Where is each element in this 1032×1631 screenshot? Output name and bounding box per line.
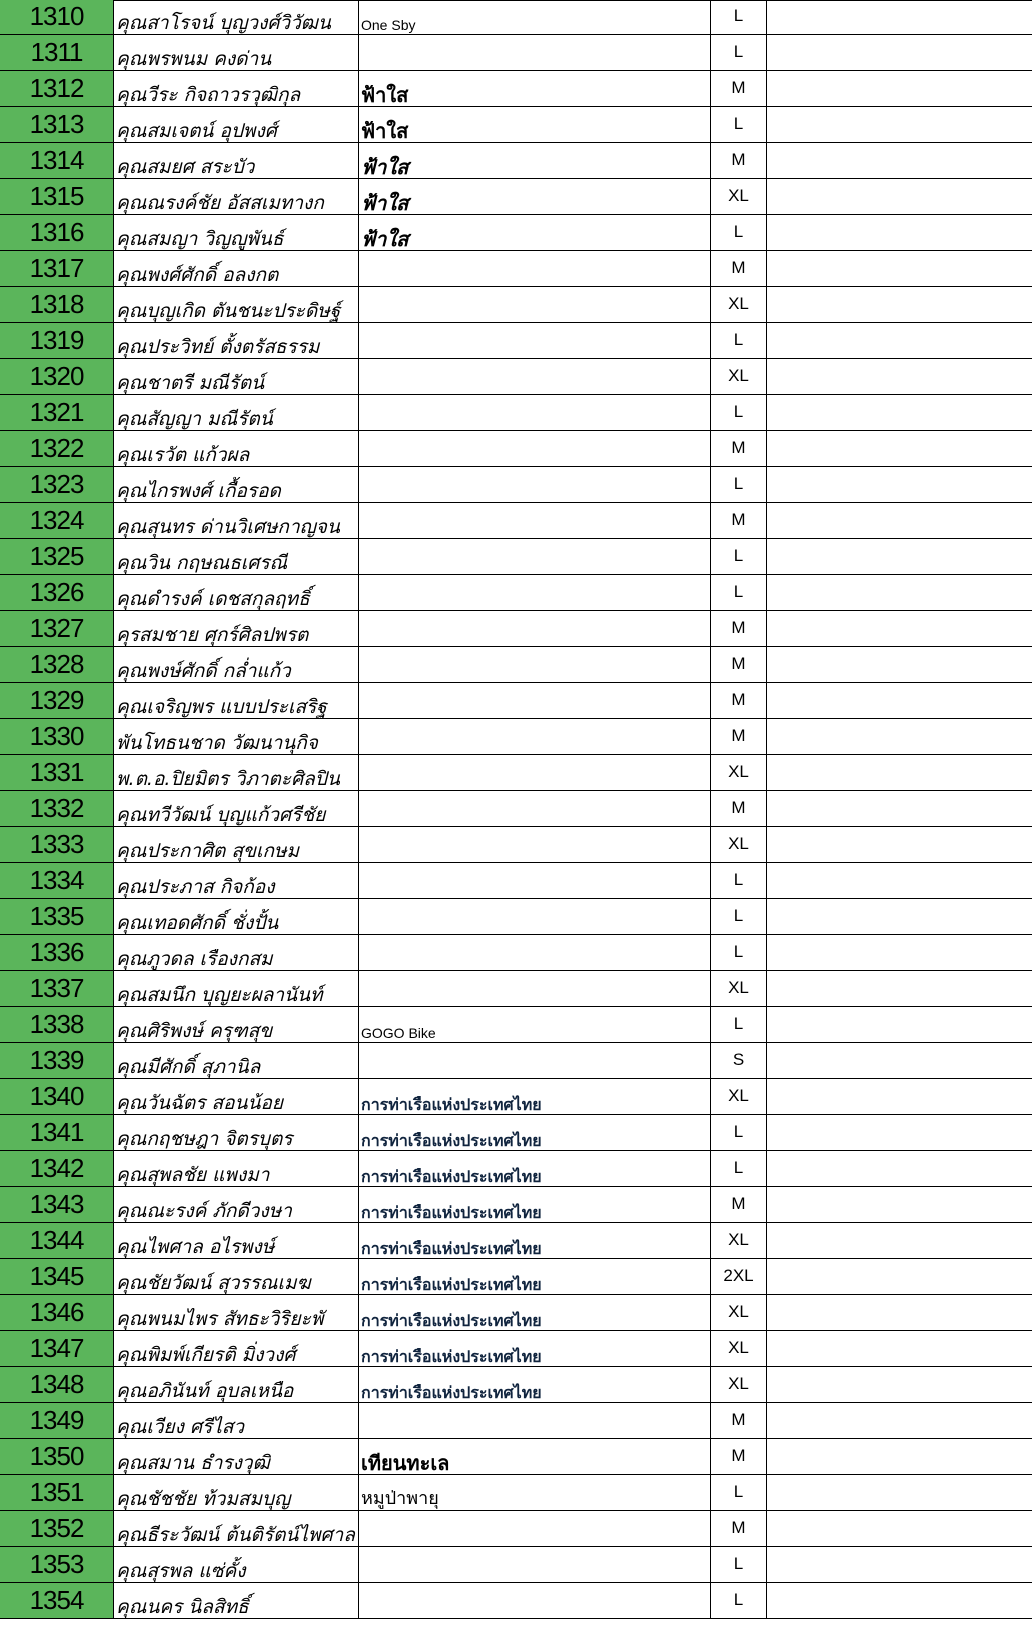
cell-number[interactable]: 1350: [0, 1439, 114, 1475]
cell-organization[interactable]: One Sby: [359, 0, 711, 35]
cell-name[interactable]: คุณวิน กฤษณธเศรณี: [114, 539, 359, 575]
cell-shirt-size[interactable]: M: [711, 71, 767, 107]
cell-empty[interactable]: [767, 1115, 1032, 1151]
cell-organization[interactable]: [359, 1547, 711, 1583]
cell-name[interactable]: คุณวีระ กิจถาวรวุฒิกุล: [114, 71, 359, 107]
cell-organization[interactable]: [359, 683, 711, 719]
cell-organization[interactable]: การท่าเรือแห่งประเทศไทย: [359, 1223, 711, 1259]
table-row: [0, 359, 1032, 395]
cell-number[interactable]: 1329: [0, 683, 114, 719]
cell-empty[interactable]: [767, 1439, 1032, 1475]
table-row: [0, 971, 1032, 1007]
cell-number[interactable]: 1334: [0, 863, 114, 899]
cell-number[interactable]: 1332: [0, 791, 114, 827]
cell-shirt-size[interactable]: M: [711, 251, 767, 287]
cell-shirt-size[interactable]: XL: [711, 1295, 767, 1331]
cell-empty[interactable]: [767, 1583, 1032, 1619]
cell-number[interactable]: 1344: [0, 1223, 114, 1259]
cell-empty[interactable]: [767, 539, 1032, 575]
table-row: [0, 575, 1032, 611]
cell-number[interactable]: 1351: [0, 1475, 114, 1511]
cell-number[interactable]: 1321: [0, 395, 114, 431]
cell-empty[interactable]: [767, 683, 1032, 719]
cell-organization[interactable]: [359, 647, 711, 683]
cell-number[interactable]: 1324: [0, 503, 114, 539]
cell-organization[interactable]: [359, 467, 711, 503]
cell-number[interactable]: 1316: [0, 215, 114, 251]
cell-shirt-size[interactable]: XL: [711, 1367, 767, 1403]
cell-organization[interactable]: [359, 971, 711, 1007]
cell-organization[interactable]: [359, 539, 711, 575]
cell-name[interactable]: คุณชาตรี มณีรัตน์: [114, 359, 359, 395]
cell-shirt-size[interactable]: L: [711, 1115, 767, 1151]
cell-organization[interactable]: การท่าเรือแห่งประเทศไทย: [359, 1151, 711, 1187]
table-row: [0, 1331, 1032, 1367]
cell-empty[interactable]: [767, 215, 1032, 251]
cell-shirt-size[interactable]: XL: [711, 287, 767, 323]
cell-organization[interactable]: [359, 1403, 711, 1439]
cell-empty[interactable]: [767, 935, 1032, 971]
cell-number[interactable]: 1318: [0, 287, 114, 323]
cell-empty[interactable]: [767, 827, 1032, 863]
table-row: [0, 251, 1032, 287]
table-row: [0, 539, 1032, 575]
cell-number[interactable]: 1345: [0, 1259, 114, 1295]
cell-empty[interactable]: [767, 791, 1032, 827]
cell-empty[interactable]: [767, 899, 1032, 935]
cell-organization[interactable]: [359, 935, 711, 971]
cell-empty[interactable]: [767, 0, 1032, 35]
cell-shirt-size[interactable]: L: [711, 863, 767, 899]
cell-name[interactable]: คุณอภินันท์ อุบลเหนือ: [114, 1367, 359, 1403]
cell-number[interactable]: 1328: [0, 647, 114, 683]
cell-number[interactable]: 1348: [0, 1367, 114, 1403]
cell-organization[interactable]: [359, 1511, 711, 1547]
table-row: [0, 755, 1032, 791]
cell-shirt-size[interactable]: L: [711, 539, 767, 575]
cell-empty[interactable]: [767, 755, 1032, 791]
cell-organization[interactable]: ฟ้าใส: [359, 143, 711, 179]
cell-number[interactable]: 1340: [0, 1079, 114, 1115]
cell-name[interactable]: คุณประภาส กิจก้อง: [114, 863, 359, 899]
cell-number[interactable]: 1339: [0, 1043, 114, 1079]
table-row: [0, 1043, 1032, 1079]
cell-number[interactable]: 1349: [0, 1403, 114, 1439]
cell-organization[interactable]: หมูป่าพายุ: [359, 1475, 711, 1511]
cell-number[interactable]: 1319: [0, 323, 114, 359]
table-row: [0, 431, 1032, 467]
cell-number[interactable]: 1317: [0, 251, 114, 287]
cell-number[interactable]: 1352: [0, 1511, 114, 1547]
cell-number[interactable]: 1333: [0, 827, 114, 863]
cell-organization[interactable]: [359, 503, 711, 539]
cell-empty[interactable]: [767, 1223, 1032, 1259]
cell-name[interactable]: คุณธีระวัฒน์ ต้นติรัตน์ไพศาล: [114, 1511, 359, 1547]
cell-name[interactable]: คุณเทอดศักดิ์ ชั่งปั้น: [114, 899, 359, 935]
cell-shirt-size[interactable]: M: [711, 791, 767, 827]
table-row: [0, 1403, 1032, 1439]
cell-name[interactable]: คุณบุญเกิด ตันชนะประดิษฐ์: [114, 287, 359, 323]
cell-empty[interactable]: [767, 35, 1032, 71]
table-row: [0, 1547, 1032, 1583]
table-row: [0, 1295, 1032, 1331]
table-row: [0, 71, 1032, 107]
cell-organization[interactable]: [359, 359, 711, 395]
cell-empty[interactable]: [767, 863, 1032, 899]
cell-number[interactable]: 1331: [0, 755, 114, 791]
cell-name[interactable]: คุณณะรงค์ ภักดีวงษา: [114, 1187, 359, 1223]
table-row: [0, 287, 1032, 323]
table-row: [0, 323, 1032, 359]
cell-name[interactable]: คุณชัยวัฒน์ สุวรรณเมฆ: [114, 1259, 359, 1295]
cell-number[interactable]: 1315: [0, 179, 114, 215]
cell-shirt-size[interactable]: M: [711, 143, 767, 179]
cell-organization[interactable]: [359, 791, 711, 827]
cell-number[interactable]: 1335: [0, 899, 114, 935]
cell-number[interactable]: 1336: [0, 935, 114, 971]
table-row: [0, 1007, 1032, 1043]
cell-shirt-size[interactable]: M: [711, 503, 767, 539]
cell-organization[interactable]: GOGO Bike: [359, 1007, 711, 1043]
cell-number[interactable]: 1330: [0, 719, 114, 755]
table-row: [0, 503, 1032, 539]
cell-shirt-size[interactable]: L: [711, 107, 767, 143]
cell-empty[interactable]: [767, 467, 1032, 503]
cell-organization[interactable]: ฟ้าใส: [359, 179, 711, 215]
table-row: [0, 143, 1032, 179]
cell-shirt-size[interactable]: M: [711, 647, 767, 683]
cell-empty[interactable]: [767, 287, 1032, 323]
cell-name[interactable]: คุณสุรพล แซ่คั้ง: [114, 1547, 359, 1583]
cell-empty[interactable]: [767, 359, 1032, 395]
cell-name[interactable]: คุณพนมไพร สัทธะวิริยะพั: [114, 1295, 359, 1331]
table-row: [0, 1259, 1032, 1295]
cell-organization[interactable]: [359, 611, 711, 647]
cell-empty[interactable]: [767, 1511, 1032, 1547]
table-row: [0, 35, 1032, 71]
cell-shirt-size[interactable]: M: [711, 431, 767, 467]
cell-organization[interactable]: [359, 899, 711, 935]
table-row: [0, 107, 1032, 143]
cell-empty[interactable]: [767, 179, 1032, 215]
table-row: [0, 179, 1032, 215]
cell-organization[interactable]: [359, 827, 711, 863]
cell-organization[interactable]: การท่าเรือแห่งประเทศไทย: [359, 1367, 711, 1403]
cell-shirt-size[interactable]: M: [711, 611, 767, 647]
table-row: [0, 827, 1032, 863]
cell-name[interactable]: คุณพรพนม คงด่าน: [114, 35, 359, 71]
cell-number[interactable]: 1326: [0, 575, 114, 611]
cell-organization[interactable]: [359, 755, 711, 791]
cell-name[interactable]: คุณเรวัต แก้วผล: [114, 431, 359, 467]
cell-shirt-size[interactable]: L: [711, 935, 767, 971]
cell-number[interactable]: 1314: [0, 143, 114, 179]
cell-organization[interactable]: [359, 323, 711, 359]
cell-name[interactable]: คุณพงศ์ศักดิ์ อลงกต: [114, 251, 359, 287]
cell-shirt-size[interactable]: L: [711, 899, 767, 935]
cell-name[interactable]: คุณสมยศ สระบัว: [114, 143, 359, 179]
cell-empty[interactable]: [767, 107, 1032, 143]
cell-empty[interactable]: [767, 1403, 1032, 1439]
cell-number[interactable]: 1320: [0, 359, 114, 395]
cell-name[interactable]: คุณเจริญพร แบบประเสริฐ: [114, 683, 359, 719]
cell-empty[interactable]: [767, 431, 1032, 467]
cell-name[interactable]: คุณสัญญา มณีรัตน์: [114, 395, 359, 431]
table-row: [0, 935, 1032, 971]
cell-name[interactable]: คุณเวียง ศรีไสว: [114, 1403, 359, 1439]
cell-number[interactable]: 1354: [0, 1583, 114, 1619]
cell-organization[interactable]: ฟ้าใส: [359, 71, 711, 107]
table-row: [0, 647, 1032, 683]
cell-shirt-size[interactable]: M: [711, 1403, 767, 1439]
cell-shirt-size[interactable]: L: [711, 0, 767, 35]
cell-organization[interactable]: [359, 1043, 711, 1079]
cell-shirt-size[interactable]: L: [711, 1475, 767, 1511]
cell-name[interactable]: คุณไกรพงศ์ เกื้อรอด: [114, 467, 359, 503]
cell-name[interactable]: คุณวันฉัตร สอนน้อย: [114, 1079, 359, 1115]
cell-shirt-size[interactable]: L: [711, 1547, 767, 1583]
cell-name[interactable]: คุณมีศักดิ์ สุภานิล: [114, 1043, 359, 1079]
cell-number[interactable]: 1347: [0, 1331, 114, 1367]
cell-empty[interactable]: [767, 1043, 1032, 1079]
cell-name[interactable]: คุณนคร นิลสิทธิ์: [114, 1583, 359, 1619]
cell-number[interactable]: 1325: [0, 539, 114, 575]
cell-name[interactable]: คุณประกาศิต สุขเกษม: [114, 827, 359, 863]
cell-organization[interactable]: เทียนทะเล: [359, 1439, 711, 1475]
cell-empty[interactable]: [767, 71, 1032, 107]
cell-organization[interactable]: [359, 575, 711, 611]
table-row: [0, 1583, 1032, 1619]
cell-empty[interactable]: [767, 143, 1032, 179]
cell-name[interactable]: คุณสาโรจน์ บุญวงศ์วิวัฒน: [114, 0, 359, 35]
cell-empty[interactable]: [767, 1475, 1032, 1511]
cell-empty[interactable]: [767, 1079, 1032, 1115]
cell-shirt-size[interactable]: L: [711, 467, 767, 503]
cell-number[interactable]: 1343: [0, 1187, 114, 1223]
cell-name[interactable]: คุณพงษ์ศักดิ์ กล่ำแก้ว: [114, 647, 359, 683]
table-row: [0, 683, 1032, 719]
cell-organization[interactable]: ฟ้าใส: [359, 215, 711, 251]
cell-shirt-size[interactable]: XL: [711, 359, 767, 395]
table-row: [0, 1511, 1032, 1547]
cell-organization[interactable]: [359, 719, 711, 755]
cell-shirt-size[interactable]: XL: [711, 1079, 767, 1115]
cell-empty[interactable]: [767, 1295, 1032, 1331]
table-row: [0, 1475, 1032, 1511]
cell-name[interactable]: คุณชัชชัย ท้วมสมบุญ: [114, 1475, 359, 1511]
cell-shirt-size[interactable]: M: [711, 1187, 767, 1223]
table-row: [0, 0, 1032, 35]
cell-shirt-size[interactable]: L: [711, 1583, 767, 1619]
cell-shirt-size[interactable]: L: [711, 323, 767, 359]
table-row: [0, 1439, 1032, 1475]
cell-shirt-size[interactable]: XL: [711, 1223, 767, 1259]
cell-shirt-size[interactable]: M: [711, 719, 767, 755]
cell-number[interactable]: 1341: [0, 1115, 114, 1151]
cell-name[interactable]: คุณสมญา วิญญูพันธ์: [114, 215, 359, 251]
cell-organization[interactable]: การท่าเรือแห่งประเทศไทย: [359, 1187, 711, 1223]
table-row: [0, 719, 1032, 755]
cell-shirt-size[interactable]: XL: [711, 179, 767, 215]
cell-empty[interactable]: [767, 323, 1032, 359]
cell-empty[interactable]: [767, 251, 1032, 287]
cell-empty[interactable]: [767, 1331, 1032, 1367]
cell-organization[interactable]: [359, 251, 711, 287]
cell-shirt-size[interactable]: M: [711, 1439, 767, 1475]
cell-empty[interactable]: [767, 1187, 1032, 1223]
cell-number[interactable]: 1311: [0, 35, 114, 71]
cell-shirt-size[interactable]: L: [711, 575, 767, 611]
cell-empty[interactable]: [767, 1151, 1032, 1187]
cell-name[interactable]: คุณศิริพงษ์ ครุฑสุข: [114, 1007, 359, 1043]
cell-shirt-size[interactable]: L: [711, 395, 767, 431]
cell-number[interactable]: 1312: [0, 71, 114, 107]
cell-name[interactable]: คุณสุพลชัย แพงมา: [114, 1151, 359, 1187]
cell-number[interactable]: 1310: [0, 0, 114, 35]
cell-organization[interactable]: การท่าเรือแห่งประเทศไทย: [359, 1079, 711, 1115]
cell-organization[interactable]: การท่าเรือแห่งประเทศไทย: [359, 1295, 711, 1331]
cell-number[interactable]: 1313: [0, 107, 114, 143]
table-row: [0, 1115, 1032, 1151]
cell-name[interactable]: คุณสุนทร ด่านวิเศษกาญจน: [114, 503, 359, 539]
cell-name[interactable]: คุณณรงค์ชัย อัสสเมทางก: [114, 179, 359, 215]
cell-empty[interactable]: [767, 1367, 1032, 1403]
cell-shirt-size[interactable]: M: [711, 1511, 767, 1547]
cell-number[interactable]: 1322: [0, 431, 114, 467]
cell-shirt-size[interactable]: 2XL: [711, 1259, 767, 1295]
cell-organization[interactable]: ฟ้าใส: [359, 107, 711, 143]
cell-shirt-size[interactable]: S: [711, 1043, 767, 1079]
cell-organization[interactable]: [359, 395, 711, 431]
table-row: [0, 395, 1032, 431]
cell-name[interactable]: คุณประวิทย์ ตั้งตรัสธรรม: [114, 323, 359, 359]
cell-shirt-size[interactable]: L: [711, 35, 767, 71]
cell-name[interactable]: คุณดำรงค์ เดชสกุลฤทธิ์: [114, 575, 359, 611]
table-row: [0, 1151, 1032, 1187]
cell-empty[interactable]: [767, 719, 1032, 755]
cell-name[interactable]: คุณกฤชษฎา จิตรบุตร: [114, 1115, 359, 1151]
table-row: [0, 611, 1032, 647]
cell-name[interactable]: คุรสมชาย ศุกร์ศิลปพรต: [114, 611, 359, 647]
table-row: [0, 791, 1032, 827]
cell-organization[interactable]: [359, 431, 711, 467]
cell-shirt-size[interactable]: L: [711, 215, 767, 251]
cell-number[interactable]: 1338: [0, 1007, 114, 1043]
cell-organization[interactable]: การท่าเรือแห่งประเทศไทย: [359, 1115, 711, 1151]
cell-name[interactable]: คุณไพศาล อไรพงษ์: [114, 1223, 359, 1259]
cell-organization[interactable]: [359, 35, 711, 71]
cell-name[interactable]: พันโทธนชาด วัฒนานุกิจ: [114, 719, 359, 755]
cell-organization[interactable]: การท่าเรือแห่งประเทศไทย: [359, 1259, 711, 1295]
cell-name[interactable]: คุณทวีวัฒน์ บุญแก้วศรีชัย: [114, 791, 359, 827]
cell-shirt-size[interactable]: L: [711, 1007, 767, 1043]
table-row: [0, 1187, 1032, 1223]
cell-organization[interactable]: การท่าเรือแห่งประเทศไทย: [359, 1331, 711, 1367]
cell-shirt-size[interactable]: XL: [711, 827, 767, 863]
cell-number[interactable]: 1337: [0, 971, 114, 1007]
cell-name[interactable]: คุณพิมพ์เกียรติ มิ่งวงศ์: [114, 1331, 359, 1367]
table-row: [0, 1079, 1032, 1115]
cell-empty[interactable]: [767, 1007, 1032, 1043]
table-row: [0, 863, 1032, 899]
cell-name[interactable]: คุณสมนึก บุญยะผลานันท์: [114, 971, 359, 1007]
cell-name[interactable]: พ.ต.อ.ปิยมิตร วิภาตะศิลปิน: [114, 755, 359, 791]
cell-name[interactable]: คุณสมาน ธำรงวุฒิ: [114, 1439, 359, 1475]
cell-shirt-size[interactable]: L: [711, 1151, 767, 1187]
cell-organization[interactable]: [359, 863, 711, 899]
cell-empty[interactable]: [767, 503, 1032, 539]
cell-empty[interactable]: [767, 971, 1032, 1007]
cell-empty[interactable]: [767, 647, 1032, 683]
cell-empty[interactable]: [767, 395, 1032, 431]
cell-empty[interactable]: [767, 575, 1032, 611]
cell-organization[interactable]: [359, 287, 711, 323]
cell-number[interactable]: 1323: [0, 467, 114, 503]
cell-shirt-size[interactable]: XL: [711, 1331, 767, 1367]
cell-shirt-size[interactable]: XL: [711, 971, 767, 1007]
table-row: [0, 215, 1032, 251]
cell-empty[interactable]: [767, 611, 1032, 647]
cell-number[interactable]: 1327: [0, 611, 114, 647]
cell-shirt-size[interactable]: XL: [711, 755, 767, 791]
cell-number[interactable]: 1353: [0, 1547, 114, 1583]
table-row: [0, 899, 1032, 935]
table-row: [0, 467, 1032, 503]
cell-empty[interactable]: [767, 1547, 1032, 1583]
cell-name[interactable]: คุณภูวดล เรืองกสม: [114, 935, 359, 971]
cell-number[interactable]: 1342: [0, 1151, 114, 1187]
cell-name[interactable]: คุณสมเจตน์ อุปพงศ์: [114, 107, 359, 143]
cell-empty[interactable]: [767, 1259, 1032, 1295]
cell-organization[interactable]: [359, 1583, 711, 1619]
cell-shirt-size[interactable]: M: [711, 683, 767, 719]
cell-number[interactable]: 1346: [0, 1295, 114, 1331]
table-row: [0, 1223, 1032, 1259]
table-row: [0, 1367, 1032, 1403]
